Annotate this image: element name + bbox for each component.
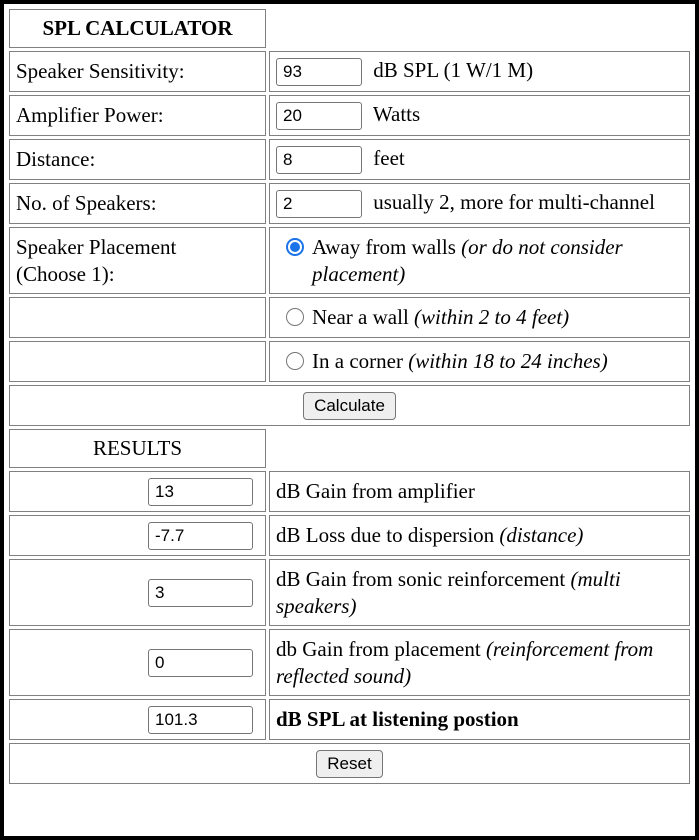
power-unit: Watts xyxy=(372,101,421,126)
speakers-unit: usually 2, more for multi-channel xyxy=(373,189,655,214)
distance-label: Distance: xyxy=(9,139,266,180)
reset-button[interactable]: Reset xyxy=(316,750,382,778)
spl-calculator-table xyxy=(6,6,693,787)
speakers-input[interactable] xyxy=(276,190,362,218)
placement-option-away[interactable]: Away from walls (or do not consider placement) xyxy=(269,227,690,294)
placement-option-corner[interactable]: In a corner (within 18 to 24 inches) xyxy=(269,341,690,382)
calculate-button[interactable]: Calculate xyxy=(303,392,396,420)
calculator-frame xyxy=(4,4,695,836)
results-heading: RESULTS xyxy=(9,429,266,468)
distance-input[interactable] xyxy=(276,146,362,174)
power-input[interactable] xyxy=(276,102,362,130)
power-label: Amplifier Power: xyxy=(9,95,266,136)
placement-label: Speaker Placement (Choose 1): xyxy=(9,227,266,294)
sensitivity-input[interactable] xyxy=(276,58,362,86)
calculator-title: SPL CALCULATOR xyxy=(9,9,266,48)
amp-gain-label: dB Gain from amplifier xyxy=(269,471,690,512)
sonic-gain-label: dB Gain from sonic reinforcement (multi speakers) xyxy=(269,559,690,626)
dispersion-loss-output[interactable] xyxy=(148,522,253,550)
sensitivity-label: Speaker Sensitivity: xyxy=(9,51,266,92)
speakers-label: No. of Speakers: xyxy=(9,183,266,224)
radio-near-a-wall[interactable] xyxy=(286,308,304,326)
distance-unit: feet xyxy=(373,145,405,170)
radio-in-a-corner[interactable] xyxy=(286,352,304,370)
placement-gain-label: db Gain from placement (reinforcement from reflected sound) xyxy=(269,629,690,696)
total-spl-output[interactable] xyxy=(148,706,253,734)
radio-away-from-walls[interactable] xyxy=(286,238,304,256)
placement-gain-output[interactable] xyxy=(148,649,253,677)
amp-gain-output[interactable] xyxy=(148,478,253,506)
placement-option-wall[interactable]: Near a wall (within 2 to 4 feet) xyxy=(269,297,690,338)
total-spl-label: dB SPL at listening postion xyxy=(269,699,690,740)
sensitivity-unit: dB SPL (1 W/1 M) xyxy=(373,57,534,82)
dispersion-loss-label: dB Loss due to dispersion (distance) xyxy=(269,515,690,556)
sonic-gain-output[interactable] xyxy=(148,579,253,607)
